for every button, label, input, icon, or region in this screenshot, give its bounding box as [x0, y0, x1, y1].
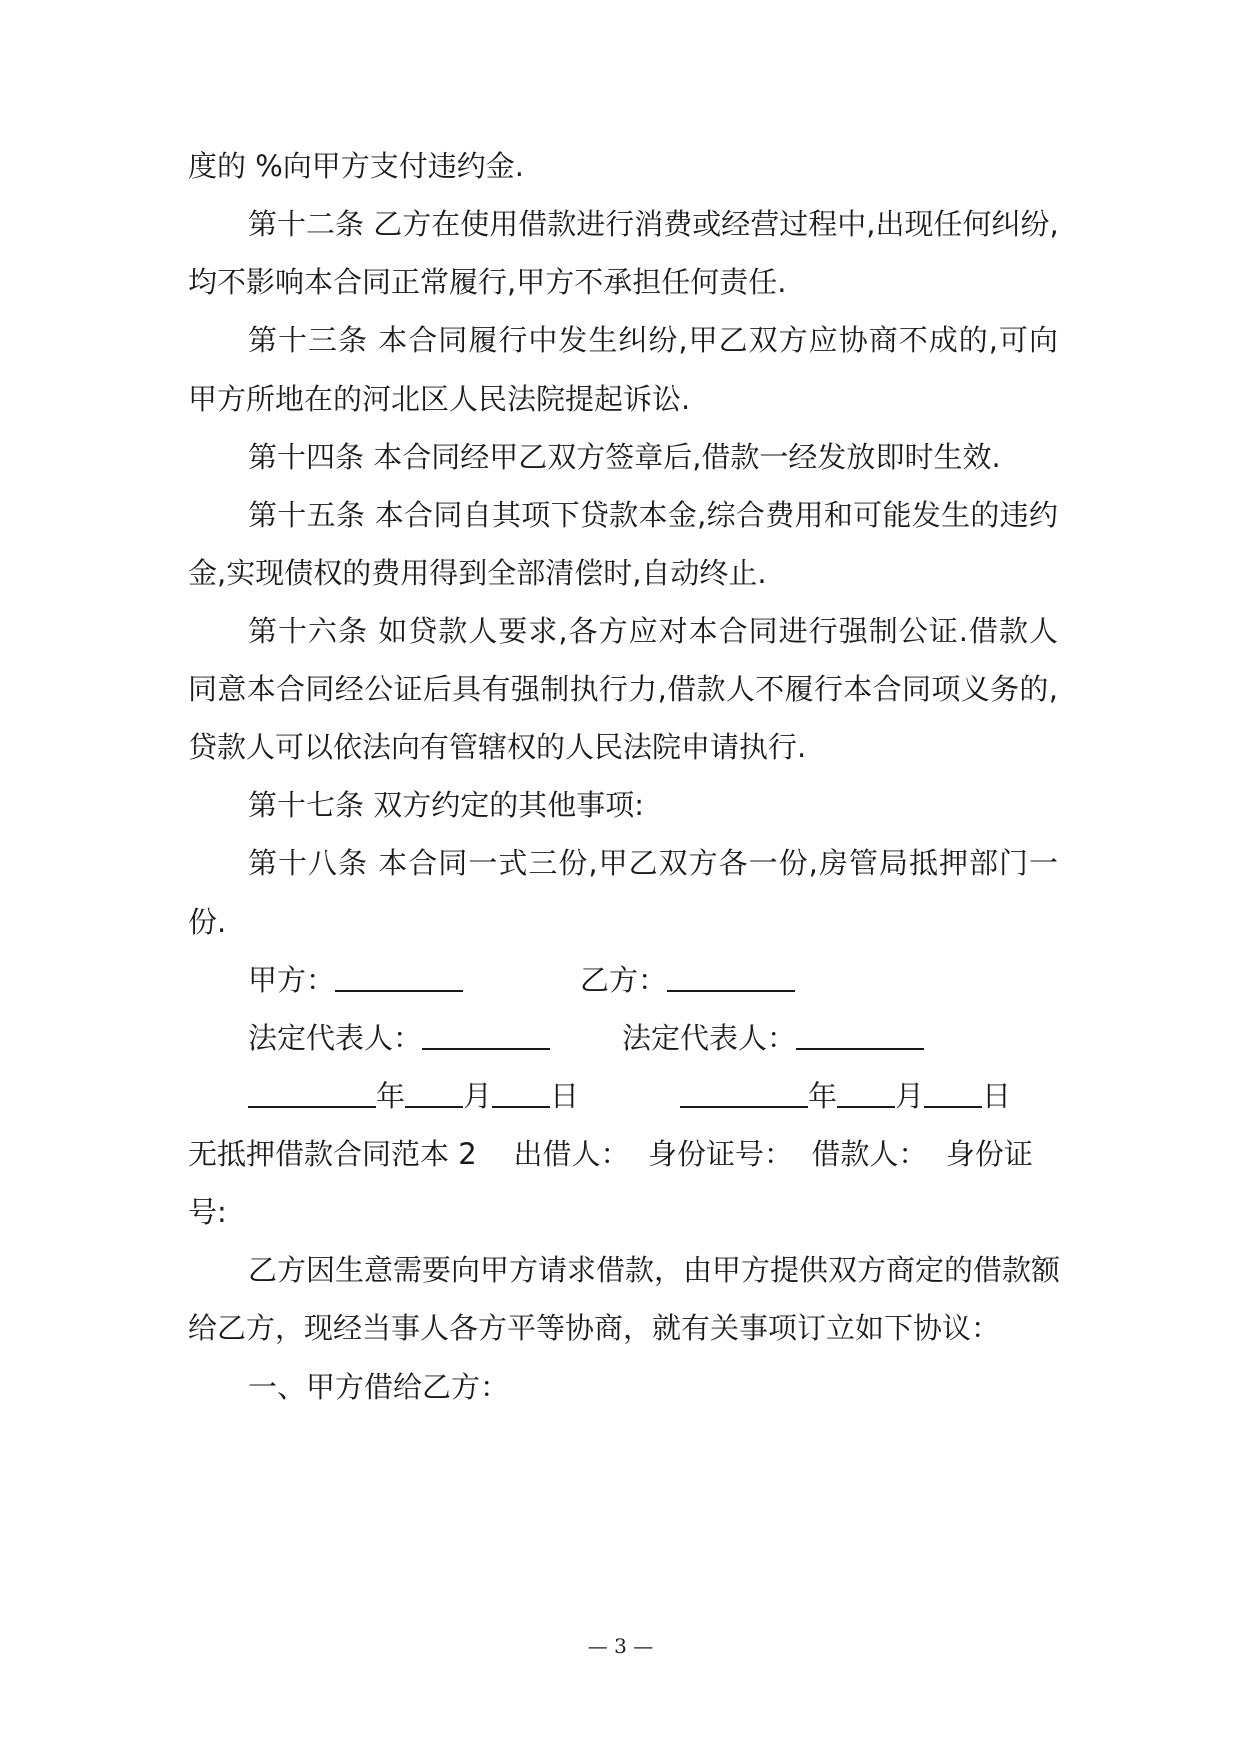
rep-a-blank — [422, 1020, 550, 1050]
party-a-blank — [335, 962, 463, 992]
party-a-signature — [248, 960, 463, 1000]
article-16-line-3: 贷款人可以依法向有管辖权的人民法院申请执行. — [188, 730, 807, 764]
rep-b-blank — [796, 1020, 924, 1050]
intro-line-2: 给乙方，现经当事人各方平等协商，就有关事项订立如下协议： — [188, 1311, 1001, 1345]
date-b-day-blank — [924, 1078, 982, 1108]
paragraph-continuation: 度的 %向甲方支付违约金. — [188, 149, 524, 183]
date-a-day-blank — [492, 1078, 550, 1108]
intro-line-1: 乙方因生意需要向甲方请求借款，由甲方提供双方商定的借款额 — [248, 1253, 1061, 1287]
party-b-blank — [667, 962, 795, 992]
article-16-line-2: 同意本合同经公证后具有强制执行力,借款人不履行本合同项义务的, — [188, 672, 1058, 706]
date-a-day-label: 日 — [550, 1079, 580, 1113]
article-18-line-2: 份. — [188, 905, 227, 939]
date-b-month-blank — [837, 1078, 895, 1108]
clause-one: 一、甲方借给乙方： — [248, 1370, 510, 1404]
sample2-heading-line-2: 号: — [188, 1195, 227, 1229]
article-13-line-2: 甲方所地在的河北区人民法院提起诉讼. — [188, 382, 691, 416]
rep-b-label: 法定代表人： — [622, 1021, 797, 1055]
article-15-line-1: 第十五条 本合同自其项下贷款本金,综合费用和可能发生的违约 — [248, 498, 1058, 532]
party-b-signature — [580, 960, 795, 1000]
party-a-label: 甲方： — [248, 963, 336, 997]
date-a-month-label: 月 — [463, 1079, 493, 1113]
page-number: — 3 — — [587, 1634, 654, 1658]
date-a-year-label: 年 — [376, 1079, 406, 1113]
party-b-label: 乙方： — [580, 963, 668, 997]
sample2-heading-line-1: 无抵押借款合同范本 2 出借人： 身份证号： 借款人： 身份证 — [188, 1137, 1033, 1171]
date-b-month-label: 月 — [895, 1079, 925, 1113]
article-12-line-1: 第十二条 乙方在使用借款进行消费或经营过程中,出现任何纠纷, — [248, 207, 1059, 241]
date-b — [680, 1076, 1011, 1116]
article-15-line-2: 金,实现债权的费用得到全部清偿时,自动终止. — [188, 556, 767, 590]
article-14: 第十四条 本合同经甲乙双方签章后,借款一经发放即时生效. — [248, 440, 1001, 474]
article-17: 第十七条 双方约定的其他事项: — [248, 788, 644, 822]
date-a-month-blank — [405, 1078, 463, 1108]
date-b-year-blank — [680, 1078, 808, 1108]
rep-a-signature — [248, 1018, 550, 1058]
rep-a-label: 法定代表人： — [248, 1021, 423, 1055]
article-12-line-2: 均不影响本合同正常履行,甲方不承担任何责任. — [188, 265, 787, 299]
date-b-day-label: 日 — [982, 1079, 1012, 1113]
date-a-year-blank — [248, 1078, 376, 1108]
article-13-line-1: 第十三条 本合同履行中发生纠纷,甲乙双方应协商不成的,可向 — [248, 323, 1058, 357]
rep-b-signature — [622, 1018, 924, 1058]
article-18-line-1: 第十八条 本合同一式三份,甲乙双方各一份,房管局抵押部门一 — [248, 846, 1058, 880]
date-a — [248, 1076, 579, 1116]
date-b-year-label: 年 — [808, 1079, 838, 1113]
article-16-line-1: 第十六条 如贷款人要求,各方应对本合同进行强制公证.借款人 — [248, 614, 1058, 648]
